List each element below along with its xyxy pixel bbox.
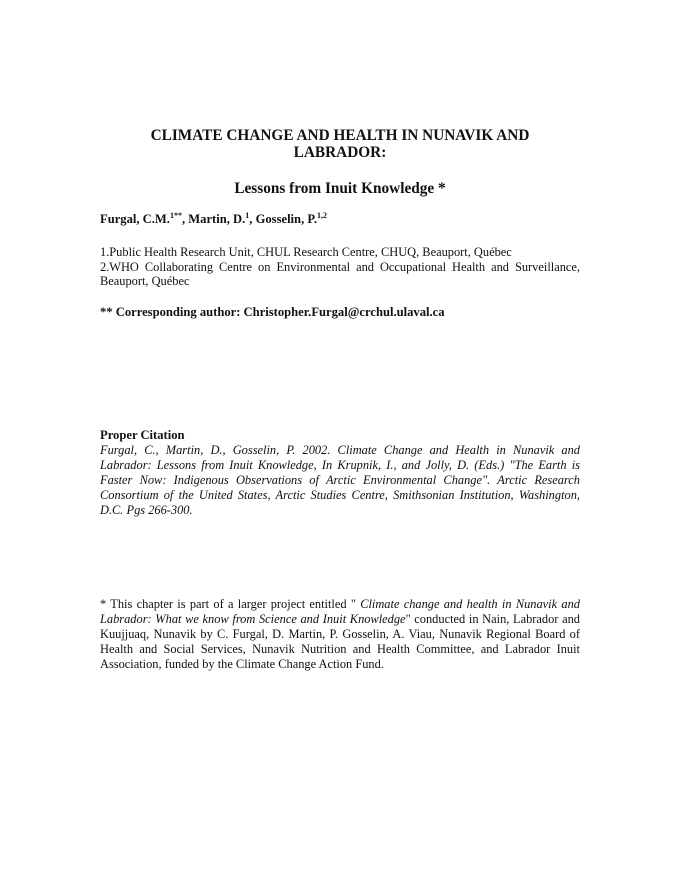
author-affiliation-marker: 1,2 [317, 211, 328, 220]
footnote-prefix: * This chapter is part of a larger project entitled " [100, 597, 361, 611]
author-separator: , [249, 212, 256, 226]
affiliations [100, 245, 580, 289]
title-line-2: LABRADOR: [293, 144, 387, 161]
affiliation-2: 2.WHO Collaborating Centre on Environmental and Occupational Health and Surveillance, Beauport, Québec [100, 259, 580, 288]
citation-heading: Proper Citation [100, 428, 185, 442]
title-line-1: CLIMATE CHANGE AND HEALTH IN NUNAVIK AND [150, 127, 530, 144]
chapter-footnote [100, 597, 580, 672]
document-title [100, 127, 580, 161]
author-name: Gosselin, P. [255, 212, 318, 226]
document-subtitle: Lessons from Inuit Knowledge * [234, 180, 446, 197]
footnote-suffix: " conducted in Nain, Labrador and Kuujjuaq, Nunavik by C. Furgal, D. Martin, P. Gosselin, A. Viau, Nunavik Regional Board of Health and Social Services, Nunavik Nutrition and Health Committee, and Labrador Inuit Association, funded by the Climate Change Action Fund. [100, 612, 580, 671]
author-separator: , [181, 212, 189, 226]
author-name: Furgal, C.M. [100, 212, 170, 226]
author-affiliation-marker: 1** [169, 211, 182, 220]
author-affiliation-marker: 1 [245, 211, 250, 220]
citation-block [100, 428, 580, 518]
affiliation-1: 1.Public Health Research Unit, CHUL Research Centre, CHUQ, Beauport, Québec [100, 245, 512, 259]
author-name: Martin, D. [188, 212, 246, 226]
footnote-project-title: Climate change and health in Nunavik and Labrador: What we know from Science and Inuit Knowledge [100, 597, 580, 626]
author-list [100, 211, 580, 227]
corresponding-author: ** Corresponding author: Christopher.Furgal@crchul.ulaval.ca [100, 305, 445, 319]
citation-text: Furgal, C., Martin, D., Gosselin, P. 2002. Climate Change and Health in Nunavik and Labrador: Lessons from Inuit Knowledge, In Krupnik, I., and Jolly, D. (Eds.) "The Earth is Faster Now: Indigenous Observations of Arctic Environmental Change". Arctic Research Consortium of the United States, Arctic Studies Centre, Smithsonian Institution, Washington, D.C. Pgs 266-300. [100, 443, 580, 517]
